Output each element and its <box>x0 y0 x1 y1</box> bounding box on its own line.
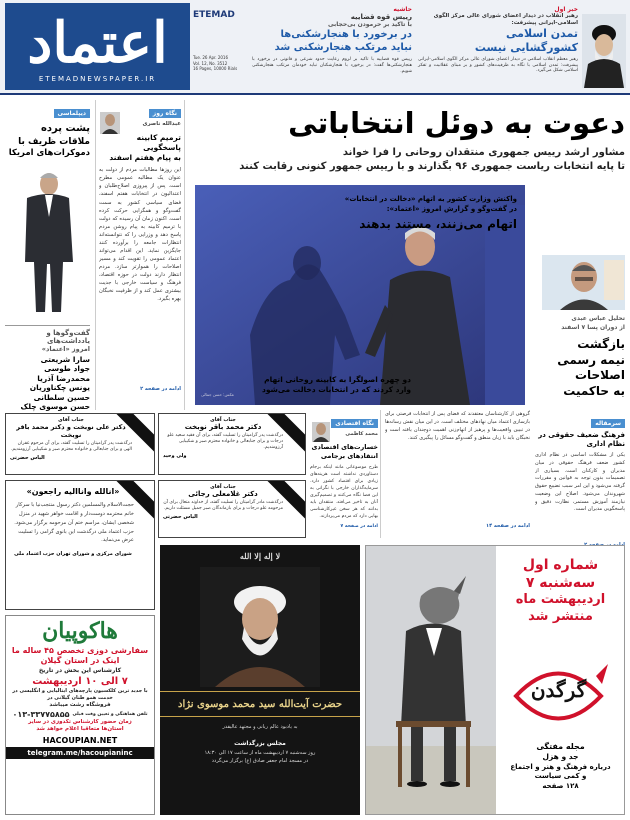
magazine-logo-text: گرگدن <box>530 678 587 702</box>
headline-line-2: به پیام هفتم اسفند <box>109 152 181 162</box>
brand-logo: هاکوپیان <box>42 618 118 644</box>
headline-line-2: انتقادهای برجامی <box>320 451 378 460</box>
kicker-1: تحلیل عباس عبدی <box>571 315 625 322</box>
ad-line-9: ۱۲۸ صفحه <box>542 782 579 791</box>
gargadan-copy <box>498 556 623 626</box>
kicker: «انالله وانااليه راجعون» <box>26 487 120 496</box>
ad-line-2: اینک در استان گیلان <box>40 656 120 666</box>
continue-link[interactable]: ادامه در صفحه ۷ <box>340 523 378 529</box>
ad-line-3: اردیبهشت ماه <box>515 592 606 608</box>
section-label: خبر اول <box>554 6 578 13</box>
author-name: حسن موسوی چلک <box>20 401 90 411</box>
photo-quote <box>327 195 517 234</box>
latin-date: Tue. 26 Apr. 2016 <box>193 55 229 60</box>
memorial-top-text: لا إله إلا الله <box>239 551 281 561</box>
photo-caption-line-2: وارد کردند که در انتخابات دخالت می‌شود <box>262 385 411 395</box>
recipient-name: دکتر محمد باقر نوبخت <box>184 423 262 431</box>
abdi-photo <box>542 255 625 310</box>
condolence-ad-3 <box>158 480 306 538</box>
ad-line-1: شماره اول <box>522 557 599 573</box>
ad-line-6: جد و هزل <box>542 752 579 762</box>
latin-meta <box>193 55 253 72</box>
signature: ولی وحید <box>163 452 187 459</box>
condolence-text: درگذشت پدر گرامیتان را تسلیت گفته، برای آن مرحوم غفران الهی و برای جنابعالی و خانواده محترم صبر و شکیبایی آرزومندیم. <box>10 441 132 452</box>
headline-line-1: ترمیم کابینه پاسخگویی <box>136 133 181 152</box>
notes-box <box>5 325 90 411</box>
author-photo <box>312 422 330 442</box>
photo-quote-line-1: واکنش وزارت کشور به اتهام «دخالت در انتخابات» <box>344 195 517 203</box>
ad-line-3: کارشناس این بخش در تاریخ <box>38 666 122 674</box>
gargadan-logo <box>506 656 611 736</box>
phone-label: تلفن هماهنگی و تعیین وقت قبلی <box>72 711 148 717</box>
condolence-text: حجت‌الاسلام والمسلمین دکتر رسول منتجب‌نیا با سرکار خانم محترمه دوست‌دار و اقامت خواهر شهید در منزل شخصی ایشان، مراسم ختم آن مرحومه برگزار می‌شود. حزب اعتماد ملی درگذشت این بانوی گرامی را تسلیت عرض می‌نماید. <box>14 502 134 544</box>
signature: شورای مرکزی و شورای تهران حزب اعتماد ملی <box>14 551 132 558</box>
author-name: حسین سلطانی <box>33 392 90 402</box>
memorial-name-banner <box>160 691 360 717</box>
detail-line-1: به یادبود عالم ربانی و مجتهد عالیقدر <box>222 724 298 730</box>
section-tab: نگاه روز <box>149 109 181 118</box>
memorial-ad <box>160 545 360 815</box>
headline-line-4: به حاکمیت <box>563 383 625 398</box>
ad-line-2: سه‌شنبه ۷ <box>525 575 596 592</box>
ad-line-4: منتشر شد <box>528 609 593 625</box>
headline-line-2: کشورگشایی نیست <box>474 41 578 55</box>
deceased-name: حضرت آیت‌الله سید محمد موسوی نژاد <box>178 698 342 710</box>
author-name: محمد کاظمی <box>345 431 378 437</box>
leader-photo <box>582 14 626 88</box>
headline-line-1: بازگشت <box>577 337 625 351</box>
notes-title-2: امروز «اعتماد» <box>41 345 90 353</box>
detail-line-2: مجلس بزرگداشت <box>234 740 286 747</box>
condolence-ad-1 <box>158 413 306 475</box>
story-body: رییس قوه قضاییه با تاکید بر لزوم رعایت حدود شرعی و قانونی در برخورد با هنجارشکنی‌ها گفت: در برخورد با هنجارشکنان نباید خودمان مرتکب هنجارشکنی شویم. <box>252 57 412 74</box>
photo-quote-line-2: در گفت‌وگو و گزارش امروز «اعتماد»: <box>386 204 517 213</box>
author-name: سارا شریعتی <box>40 355 90 364</box>
condolence-text: درگذشت پدر گرامیتان را تسلیت گفته، برای آن فقید سعید علو درجات و برای جنابعالی و خانواده محترم صبر و شکیبایی آرزومندیم. <box>167 433 283 450</box>
condolence-ad-2 <box>5 413 155 475</box>
continue-link[interactable]: ادامه در صفحه ۱۴ <box>486 523 530 529</box>
section-tab: نگاه اقتصادی <box>331 419 378 428</box>
story-body: یکی از مشکلات اساسی در نظام اداری کشور ضعف فرهنگ حقوقی در میان مدیران و کارکنان است. بسیاری از تصمیمات بدون توجه به قوانین و مقررات گرفته می‌شود و این امر سبب تضییع حقوق شهروندان می‌شود. اصلاح این وضعیت نیازمند آموزش مستمر، نظارت دقیق و پاسخگویی مدیران است. <box>535 452 625 513</box>
ad-line-4: ۷ الی ۱۰ اردیبهشت <box>32 676 128 688</box>
ad-line-8: و کمی سیاست <box>534 772 587 781</box>
ad-line-5: مجله مفتگی <box>536 742 585 751</box>
recipient-name: دکتر غلامعلی رجائی <box>188 490 258 498</box>
cleric-portrait <box>200 567 320 687</box>
left-column <box>5 100 90 410</box>
gargadan-description <box>498 741 623 792</box>
condolence-text: درگذشت مادر گرامیتان را تسلیت گفته، از خداوند متعال برای آن مرحومه علو درجات و برای بازماندگان صبر جمیل مسئلت داریم. <box>163 500 283 511</box>
detail-line-4: در مسجد امام جعفر صادق (ع) برگزار می‌گردد <box>211 757 309 764</box>
lead: رهبر انقلاب در دیدار اعضای شورای عالی مرکز الگوی اسلامی-ایرانی پیشرفت: <box>433 13 578 27</box>
headline: فرهنگ ضعیف حقوقی در نظام اداری <box>538 431 625 449</box>
phone-number[interactable]: ۰۱۳-۳۳۷۷۵۸۵۵ <box>12 709 70 719</box>
ad-line-7: زمان حضور کارشناس تکدوزی در سایر <box>28 718 132 725</box>
masthead <box>0 0 630 95</box>
ad-line-8: استان‌ها متعاقبا اعلام خواهد شد <box>36 726 124 733</box>
photo-credit: عکس: حسن جمالی <box>201 392 235 397</box>
author-name: محمدرضا آذریا <box>37 373 90 383</box>
abdi-analysis <box>530 255 625 405</box>
story-body: رهبر معظم انقلاب اسلامی در دیدار اعضای شورای عالی مرکز الگوی اسلامی-ایرانی پیشرفت: تمدن اسلامی با نگاه به ظرفیت‌های کشور و بر مبنای عقلانیت و تفکر اسلامی شکل می‌گیرد. <box>418 56 578 74</box>
rhino-illustration <box>366 546 496 814</box>
ad-line-7: درباره فرهنگ و هنر و اجتماع <box>510 762 611 771</box>
author-name: جواد طوسی <box>44 364 90 374</box>
hacoupian-ad <box>5 615 155 815</box>
ad-line-1: سفارشی دوزی تخصص ۴۵ ساله ما <box>11 646 149 655</box>
kicker: جناب آقای <box>210 484 236 490</box>
condolence-ad-4 <box>5 480 155 610</box>
kicker: جناب آقای <box>58 417 84 423</box>
economic-column <box>310 410 378 538</box>
headline-line-2: ملاقات ظریف با <box>18 136 90 147</box>
continue-link[interactable]: ادامه در صفحه ۲ <box>140 386 181 393</box>
website-link[interactable]: HACOUPIAN.NET <box>42 735 118 745</box>
story-body: طرح موضوعاتی مانند اینکه برجام دستاوردی نداشته است هزینه‌های زیادی برای اقتصاد کشور دارد. سرمایه‌گذاران خارجی با نگرانی به این فضا نگاه می‌کنند و تصمیم‌گیری آنان به تاخیر می‌افتد. منتقدان باید بدانند که هر سخن غیرکارشناسی بهایی دارد که مردم می‌پردازند. <box>310 464 378 520</box>
author-list <box>5 355 90 411</box>
photo-quote-line-3: اتهام می‌زنند، مستند بدهند <box>359 216 517 231</box>
section-tab: دیپلماسی <box>54 109 90 118</box>
top-leader-story <box>418 6 578 91</box>
section-tab: سرمقاله <box>591 419 625 428</box>
kicker: رییس قوه قضاییه <box>350 13 412 21</box>
signature: الیاس حضرتی <box>163 513 198 520</box>
latin-volume: Vol. 12, No. 3512 <box>193 60 228 66</box>
headline-line-3: دموکرات‌های امریکا <box>8 147 90 158</box>
website-address: ETEMADNEWSPAPER.IR <box>38 75 157 83</box>
main-photo <box>195 185 525 405</box>
detail-line-3: روز سه‌شنبه ۷ اردیبهشت ماه از ساعت ۱۷ الی ۱۸:۳۰ <box>204 749 316 756</box>
section-label: حاشیه <box>393 6 412 13</box>
latin-info <box>193 10 241 20</box>
latin-pages: 16 Pages, 10000 Rials <box>193 66 238 72</box>
memorial-details <box>170 723 350 765</box>
main-subhead-1: مشاور ارشد رییس جمهوری منتقدان روحانی را فرا خواند <box>342 147 625 158</box>
headline-line-2: نیمه رسمی <box>557 352 625 367</box>
latin-name: ETEMAD <box>193 10 235 20</box>
author-name: عبدالله ناصری <box>142 121 181 127</box>
notes-title: گفت‌وگوها و یادداشت‌های <box>46 329 90 345</box>
headline-line-1: پشت پرده <box>40 123 90 134</box>
top-judiciary-story <box>252 6 412 91</box>
headline-line-1: خسارت‌های اقتصادی <box>311 443 378 451</box>
rights-column <box>535 410 625 538</box>
author-name: یونس چکناوریان <box>29 383 90 393</box>
editorial-column <box>95 100 185 410</box>
main-headline-block <box>190 100 625 182</box>
main-subhead-2: تا پایه انتخابات ریاست جمهوری ۹۶ بگذارند و با رییس جمهور کنونی رقابت کنند <box>239 161 625 172</box>
logo-block <box>5 3 190 90</box>
photo-caption-line-1: دو چهره اصولگرا به کابینه روحانی اتهام <box>264 375 411 384</box>
abdi-headline <box>530 337 625 399</box>
author-photo <box>100 112 120 134</box>
headline-line-1: تمدن اسلامی <box>506 27 578 41</box>
signature: الیاس حضرتی <box>10 454 45 461</box>
middle-story <box>380 410 530 538</box>
story-body: گروهی از کارشناسان معتقدند که فضای پس از انتخابات فرصتی برای بازسازی اعتماد میان نهادهای مختلف است. در این میان نقش رسانه‌ها در تبیین واقعیت‌ها و پرهیز از اتهام‌زنی اهمیت دوچندان یافته است و نخبگان باید با زبان منطق و گفت‌وگو مسائل را پیگیری کنند. <box>385 411 530 441</box>
main-headline: دعوت به دوئل انتخاباتی <box>288 106 625 140</box>
headline-line-1: در برخورد با هنجارشکنی‌ها <box>280 29 412 40</box>
kicker-2: با تاکید بر حرمودن بی‌حجابی <box>327 21 412 28</box>
editorial-body: این روزها مطالبات مردم از دولت به عنوان یک مطالبه عمومی مطرح است. پس از پیروزی اصلاح‌طلبان و اعتدالیون در انتخابات هفتم اسفند، فضای سیاسی کشور به سمت گفت‌وگو و همگرایی حرکت کرده است. اکنون زمان آن رسیده که دولت با ترمیم کابینه به پیام روشن مردم پاسخ دهد و وزرایی را که نتوانسته‌اند انتظارات جامعه را برآورده کنند جایگزین نماید. این اقدام می‌تواند اعتماد عمومی را تقویت کند و مسیر اصلاحات را هموارتر سازد. مردم انتظار دارند دولت در حوزه اقتصاد، فرهنگ و سیاست خارجی با جدیت بیشتری عمل کند و از ظرفیت نخبگان بهره بگیرد. <box>99 167 181 303</box>
zarif-photo <box>5 162 90 312</box>
ad-line-6: فروشگاه رشت میباشد <box>49 702 111 709</box>
telegram-link[interactable]: telegram.me/hacoupianinc <box>6 747 154 759</box>
ad-line-5: با جدید ترین کلکسیون پارچه‌های ایتالیایی و انگلیسی در خدمت همو طنان گیلانی در <box>12 688 148 702</box>
recipient-name: دکتر علی نوبخت و دکتر محمد باقر نوبخت <box>16 423 126 439</box>
gargadan-ad <box>365 545 625 815</box>
newspaper-logo: اعتماد <box>27 10 168 76</box>
kicker-2: از دوران پسا ۷ اسفند <box>561 324 625 331</box>
kicker: جناب آقای <box>210 417 236 423</box>
headline-line-2: نباید مرتکب هنجارشکنی شد <box>274 42 412 53</box>
headline-line-3: اصلاحات <box>574 368 625 383</box>
